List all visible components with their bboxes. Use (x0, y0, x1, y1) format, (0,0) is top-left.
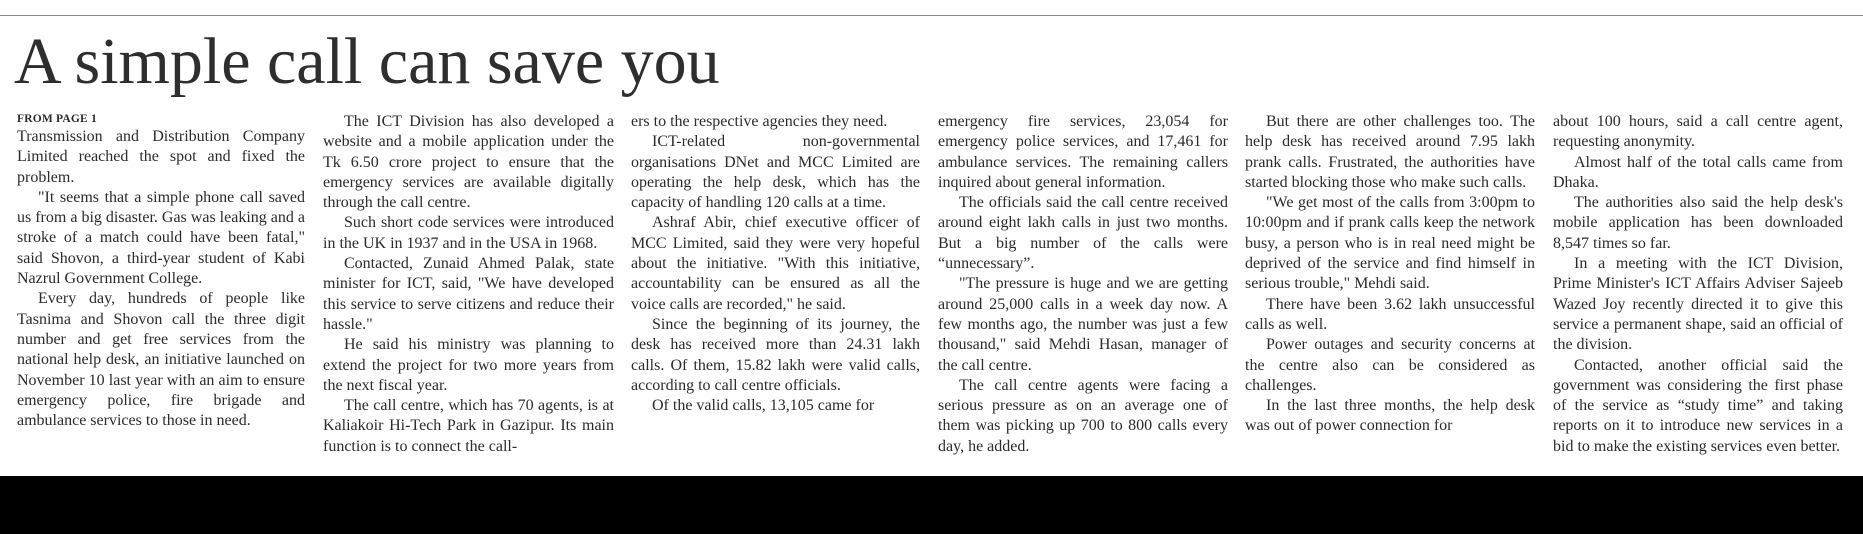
column-4 (938, 112, 1228, 476)
paragraph: ers to the respective agencies they need. (631, 113, 888, 130)
paragraph: Contacted, Zunaid Ahmed Palak, state minister for ICT, said, "We have developed this service to serve citizens and reduce their hassle." (323, 255, 614, 333)
paragraph: In a meeting with the ICT Division, Prime Minister's ICT Affairs Adviser Sajeeb Wazed Joy recently directed it to give this service a permanent shape, said an official of the division. (1553, 255, 1843, 354)
paragraph: In the last three months, the help desk was out of power connection for (1245, 397, 1535, 435)
paragraph: Ashraf Abir, chief executive officer of MCC Limited, said they were very hopeful about the initiative. "With this initiative, accountability can be ensured as all the voice calls are recorded," he said. (631, 214, 920, 313)
paragraph: Almost half of the total calls came from Dhaka. (1553, 153, 1843, 191)
paragraph: There have been 3.62 lakh unsuccessful calls as well. (1245, 295, 1535, 333)
paragraph: The authorities also said the help desk's mobile application has been downloaded 8,547 times so far. (1553, 194, 1843, 252)
headline: A simple call can save you (14, 25, 720, 98)
top-rule (0, 15, 1863, 16)
column-5 (1245, 112, 1535, 476)
paragraph: But there are other challenges too. The help desk has received around 7.95 lakh prank calls. Frustrated, the authorities have started blocking those who make such calls. (1245, 113, 1535, 191)
kicker: FROM PAGE 1 (17, 113, 97, 125)
paragraph: Transmission and Distribution Company Limited reached the spot and fixed the problem. (17, 128, 305, 186)
paragraph: emergency fire services, 23,054 for emergency police services, and 17,461 for ambulance services. The remaining callers inquired about general information. (938, 113, 1228, 191)
paragraph: about 100 hours, said a call centre agent, requesting anonymity. (1553, 113, 1843, 151)
paragraph: Of the valid calls, 13,105 came for (652, 397, 875, 415)
paragraph: The ICT Division has also developed a website and a mobile application under the Tk 6.50 crore project to ensure that the emergency services are available digitally through the call centre. (323, 113, 614, 212)
paragraph: Contacted, another official said the government was considering the first phase of the service as “study time” and taking reports on it to introduce new services in a bid to make the existing services even better. (1553, 356, 1843, 455)
paragraph: Such short code services were introduced in the UK in 1937 and in the USA in 1968. (323, 214, 614, 252)
paragraph: "We get most of the calls from 3:00pm to 10:00pm and if prank calls keep the network busy, a person who is in real need might be deprived of the service and find himself in serious trouble," Mehdi said. (1245, 194, 1535, 293)
paragraph: Power outages and security concerns at the centre also can be considered as challenges. (1245, 336, 1535, 394)
paragraph: "It seems that a simple phone call saved us from a big disaster. Gas was leaking and a stroke of a match could have been fatal," said Shovon, a third-year student of Kabi Nazrul Government College. (17, 188, 305, 288)
paragraph: The officials said the call centre received around eight lakh calls in just two months. But a big number of the calls were “unnecessary”. (938, 194, 1228, 273)
column-1 (17, 112, 305, 476)
column-6 (1553, 112, 1843, 476)
paragraph: Every day, hundreds of people like Tasnima and Shovon call the three digit number and get free services from the national help desk, an initiative launched on November 10 last year with an aim to ensure emergency police, fire brigade and ambulance services to those in need. (17, 290, 305, 430)
paragraph: He said his ministry was planning to extend the project for two more years from the next fiscal year. (323, 336, 614, 394)
column-2 (323, 112, 614, 476)
paragraph: The call centre agents were facing a serious pressure as on an average one of them was picking up 700 to 800 calls every day, he added. (938, 376, 1228, 455)
paragraph: "The pressure is huge and we are getting around 25,000 calls in a week day now. A few months ago, the number was just a few thousand," said Mehdi Hasan, manager of the call centre. (938, 275, 1228, 374)
paragraph: The call centre, which has 70 agents, is at Kaliakoir Hi-Tech Park in Gazipur. Its main function is to connect the call- (323, 397, 614, 455)
column-3 (631, 112, 920, 476)
paragraph: Since the beginning of its journey, the desk has received more than 24.31 lakh calls. Of them, 15.82 lakh were valid calls, according to call centre officials. (631, 315, 920, 394)
paragraph: ICT-related non-governmental organisations DNet and MCC Limited are operating the help desk, which has the capacity of handling 120 calls at a time. (631, 133, 920, 212)
bottom-black-bar (0, 476, 1863, 534)
article-body (0, 112, 1863, 476)
